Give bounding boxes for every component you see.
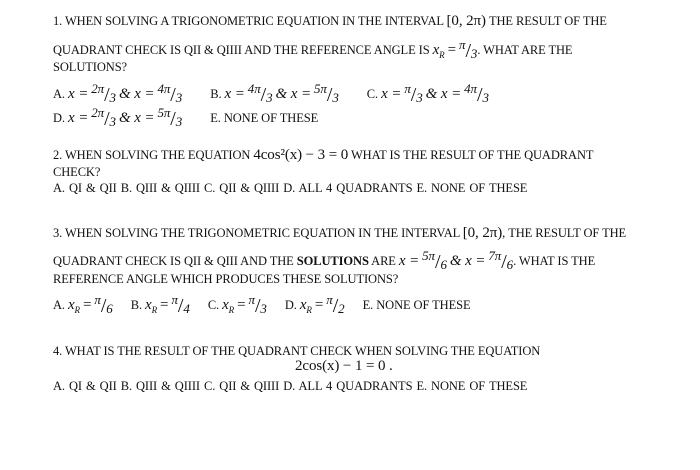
q2-equation: 4cos²(x) − 3 = 0 <box>253 147 349 163</box>
q4-equation: 2cos(x) − 1 = 0 . <box>295 358 393 374</box>
q1-options-row1 <box>53 80 489 107</box>
q2-text: 2. WHEN SOLVING THE EQUATION <box>53 148 251 162</box>
q3-line2: QUADRANT CHECK IS QII & QIII AND THE SOLUTIONS ARE $x = ^{5\pi}/_6$ & $x = ^{7\pi}/_6$. WHAT IS THE <box>53 248 596 273</box>
q1-line3 <box>53 58 127 76</box>
q1-line2 <box>53 36 572 64</box>
q3-text: 3. WHEN SOLVING THE TRIGONOMETRIC EQUATION IN THE INTERVAL <box>53 226 460 240</box>
q3-option-b[interactable]: B. $x_R = ^\pi/_4$ <box>130 292 190 317</box>
q1-text-2-tail: . WHAT ARE THE <box>477 43 573 57</box>
q1-ref-eq: = <box>447 42 456 58</box>
q1-option-a[interactable]: A. $x = ^{2\pi}/_3$ & $x = ^{4\pi}/_3$ <box>53 81 183 106</box>
q1-option-c[interactable]: C. $x = ^\pi/_3$ & $x = ^{4\pi}/_3$ <box>366 81 489 106</box>
q3-text-3: REFERENCE ANGLE WHICH PRODUCES THESE SOLUTIONS? <box>53 272 399 286</box>
q3-solution-1: $^{5\pi}/_6$ <box>422 248 447 273</box>
q1-option-b[interactable]: B. $x = ^{4\pi}/_3$ & $x = ^{5\pi}/_3$ <box>210 81 339 106</box>
q1-interval: [0, 2π) <box>446 13 486 29</box>
q1-option-e[interactable]: E. NONE OF THESE <box>210 111 319 125</box>
q3-line1 <box>53 224 626 242</box>
q2-line1 <box>53 146 593 164</box>
q3-option-e[interactable]: E. NONE OF THESE <box>362 298 471 312</box>
q3-line3 <box>53 270 398 288</box>
q2-text-tail: WHAT IS THE RESULT OF THE QUADRANT <box>350 148 594 162</box>
q3-text-2b: ARE <box>371 254 396 268</box>
q1-ref-var: $x_R$ <box>432 42 445 60</box>
q3-solutions-bold: SOLUTIONS <box>296 254 369 268</box>
q1-line1 <box>53 12 607 30</box>
q4-line1: 4. WHAT IS THE RESULT OF THE QUADRANT CHECK WHEN SOLVING THE EQUATION <box>53 344 541 358</box>
q3-option-a[interactable]: A. $x_R = ^\pi/_6$ <box>53 292 113 317</box>
q3-solution-2: $^{7\pi}/_6$ <box>488 248 514 273</box>
q2-options[interactable]: A. QI & QII B. QIII & QIIII C. QII & QIIII D. ALL 4 QUADRANTS E. NONE OF THESE <box>53 181 528 195</box>
q1-options-row2 <box>53 104 318 131</box>
q3-text-2a: QUADRANT CHECK IS QII & QIII AND THE <box>53 254 294 268</box>
q3-options <box>53 291 471 319</box>
q1-text-2: QUADRANT CHECK IS QII & QIIII AND THE REFERENCE ANGLE IS <box>53 43 430 57</box>
q3-text-tail: , THE RESULT OF THE <box>502 226 627 240</box>
q1-text-3: SOLUTIONS? <box>53 60 127 74</box>
q1-text: 1. WHEN SOLVING A TRIGONOMETRIC EQUATION IN THE INTERVAL <box>53 14 444 28</box>
q1-text-tail: THE RESULT OF THE <box>488 14 607 28</box>
q3-text-2-tail: . WHAT IS THE <box>513 254 596 268</box>
q2-text-2: CHECK? <box>53 165 101 179</box>
q3-option-c[interactable]: C. $x_R = ^\pi/_3$ <box>207 292 267 317</box>
q3-interval: [0, 2π) <box>462 225 503 241</box>
q3-option-d[interactable]: D. $x_R = ^\pi/_2$ <box>284 292 345 317</box>
q1-option-d[interactable]: D. $x = ^{2\pi}/_3$ & $x = ^{5\pi}/_3$ <box>53 105 183 130</box>
q4-options[interactable]: A. QI & QII B. QIII & QIIII C. QII & QIIII D. ALL 4 QUADRANTS E. NONE OF THESE <box>53 379 528 393</box>
q1-ref-fraction: $^\pi/_3$ <box>459 37 478 62</box>
